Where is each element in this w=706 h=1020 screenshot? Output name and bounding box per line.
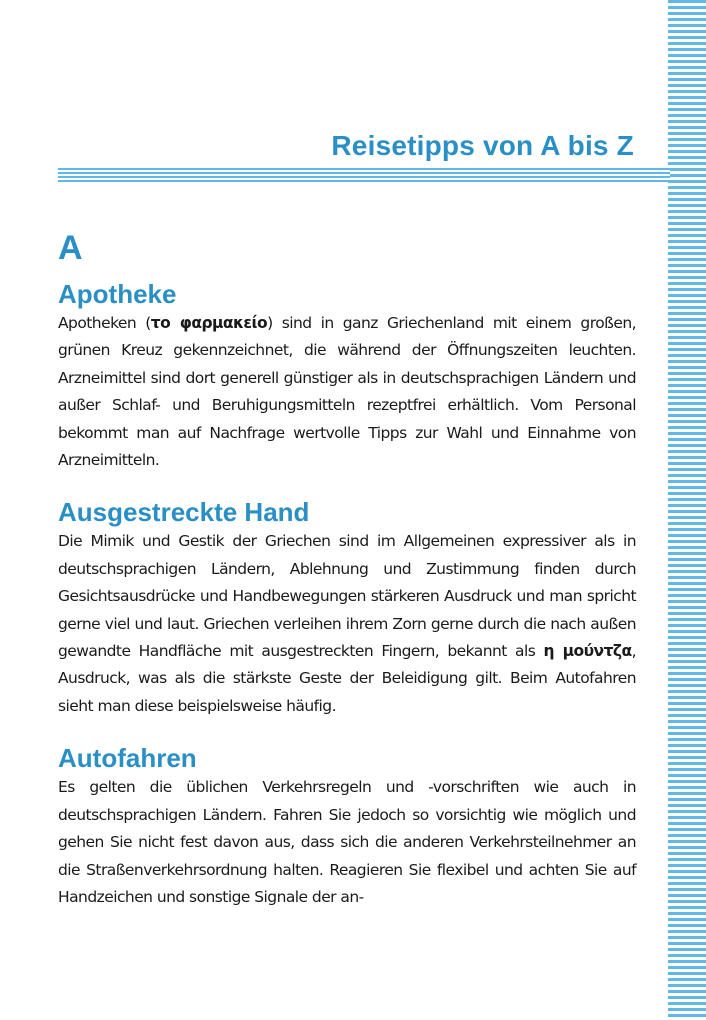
entry-body: Es gelten die üblichen Verkehrsregeln und -vorschriften wie auch in deutschsprachigen Ländern. Fahren Sie jedoch so vorsichtig wie möglich und gehen Sie nicht fest davon aus, dass sich die anderen Verkehrsteilnehmer an die Straßenverkehrsordnung halten. Reagieren Sie flexibel und achten Sie auf Handzeichen und sonstige Signale der an-	[58, 778, 636, 906]
header-rule	[58, 168, 670, 182]
entry-title: Ausgestreckte Hand	[58, 497, 310, 528]
entry-text: Die Mimik und Gestik der Griechen sind im Allgemeinen expressiver als in deutschsprachigen Ländern, Ablehnung und Zustimmung finden durch Gesichtsausdrücke und Handbewegungen stärkeren Ausdruck und man spricht gerne viel und laut. Griechen verleihen ihrem Zorn gerne durch die nach außen gewandte Handfläche mit ausgestreckten Fingern, bekannt als	[58, 532, 636, 661]
entry-text: Apotheken (	[58, 314, 151, 332]
entry-title: Autofahren	[58, 743, 197, 774]
greek-term: το φαρμακείο	[150, 314, 268, 332]
entry-body	[58, 528, 636, 720]
entry-body	[58, 310, 636, 474]
side-stripe-decoration	[668, 0, 706, 1020]
entry-ausgestreckte-hand	[58, 496, 636, 720]
entry-text: ) sind in ganz Griechenland mit einem großen, grünen Kreuz gekennzeichnet, die während der Öffnungszeiten leuchten. Arzneimittel sind dort generell günstiger als in deutschsprachigen Ländern und außer Schlaf- und Beruhigungsmitteln rezeptfrei erhältlich. Vom Personal bekommt man auf Nachfrage wertvolle Tipps zur Wahl und Einnahme von Arzneimitteln.	[58, 314, 636, 470]
entry-title: Apotheke	[58, 279, 177, 309]
page-content	[58, 226, 636, 933]
greek-term: η μούντζα	[543, 642, 632, 661]
entry-apotheke	[58, 278, 636, 474]
entry-autofahren	[58, 742, 636, 911]
section-letter: A	[58, 229, 83, 267]
page-header-title: Reisetipps von A bis Z	[331, 130, 634, 161]
entry-text: , Ausdruck, was als die stärkste Geste der Beleidigung gilt. Beim Autofahren sieht man diese beispielsweise häufig.	[58, 642, 637, 715]
